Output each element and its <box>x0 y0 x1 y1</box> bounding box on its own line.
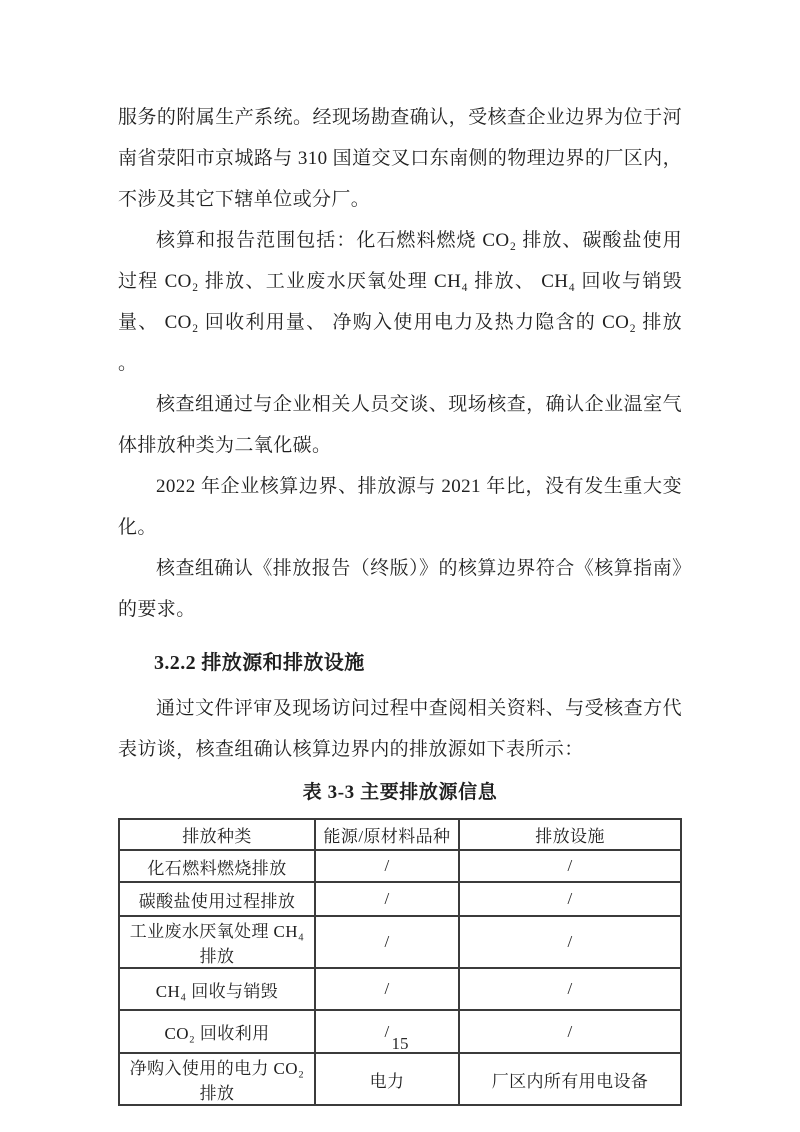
table-cell: / <box>315 916 459 968</box>
paragraph-boundary-continuation: 服务的附属生产系统。经现场勘查确认，受核查企业边界为位于河南省荥阳市京城路与 310 国道交叉口东南侧的物理边界的厂区内，不涉及其它下辖单位或分厂。 <box>118 107 682 210</box>
table-row <box>119 850 681 882</box>
table-cell: / <box>315 1010 459 1053</box>
table-caption: 表 3-3 主要排放源信息 <box>302 782 498 803</box>
table-cell: / <box>459 1010 681 1053</box>
table-cell: / <box>459 850 681 882</box>
section-heading-3-2-2: 3.2.2 排放源和排放设施 <box>154 652 365 674</box>
table-cell: 碳酸盐使用过程排放 <box>119 882 315 916</box>
table-row <box>119 1053 681 1105</box>
table-cell: / <box>315 882 459 916</box>
table-cell: CO₂ 回收利用 <box>119 1010 315 1053</box>
table-row <box>119 968 681 1010</box>
paragraph-emission-sources-intro: 通过文件评审及现场访问过程中查阅相关资料、与受核查方代表访谈，核查组确认核算边界内的排放源如下表所示： <box>118 698 682 760</box>
table-cell: / <box>459 968 681 1010</box>
table-cell: 化石燃料燃烧排放 <box>119 850 315 882</box>
table-header-emission-type: 排放种类 <box>119 819 315 850</box>
table-cell: / <box>315 968 459 1010</box>
paragraph-year-comparison: 2022 年企业核算边界、排放源与 2021 年比，没有发生重大变化。 <box>118 476 682 538</box>
table-cell: 工业废水厌氧处理 CH₄ 排放 <box>119 916 315 968</box>
paragraph-gas-type: 核查组通过与企业相关人员交谈、现场核查，确认企业温室气体排放种类为二氧化碳。 <box>118 394 682 456</box>
page-number: 15 <box>391 1034 409 1053</box>
table-header-row <box>119 819 681 850</box>
table-header-emission-facility: 排放设施 <box>459 819 681 850</box>
table-cell: / <box>459 882 681 916</box>
paragraph-reporting-scope: 核算和报告范围包括：化石燃料燃烧 CO₂ 排放、碳酸盐使用过程 CO₂ 排放、工业废水厌氧处理 CH₄ 排放、 CH₄ 回收与销毁量、 CO₂ 回收利用量、 净购入使用电力及热力隐含的 CO₂ 排放 。 <box>118 230 682 374</box>
table-cell: / <box>315 850 459 882</box>
page-content <box>118 97 682 1106</box>
table-cell: CH₄ 回收与销毁 <box>119 968 315 1010</box>
emission-sources-table <box>118 818 682 1106</box>
table-header-energy-material: 能源/原材料品种 <box>315 819 459 850</box>
table-row <box>119 916 681 968</box>
table-row <box>119 882 681 916</box>
table-cell: / <box>459 916 681 968</box>
table-cell: 净购入使用的电力 CO₂ 排放 <box>119 1053 315 1105</box>
paragraph-guideline-conformity: 核查组确认《排放报告（终版）》的核算边界符合《核算指南》的要求。 <box>118 558 682 620</box>
table-cell: 电力 <box>315 1053 459 1105</box>
table-cell: 厂区内所有用电设备 <box>459 1053 681 1105</box>
